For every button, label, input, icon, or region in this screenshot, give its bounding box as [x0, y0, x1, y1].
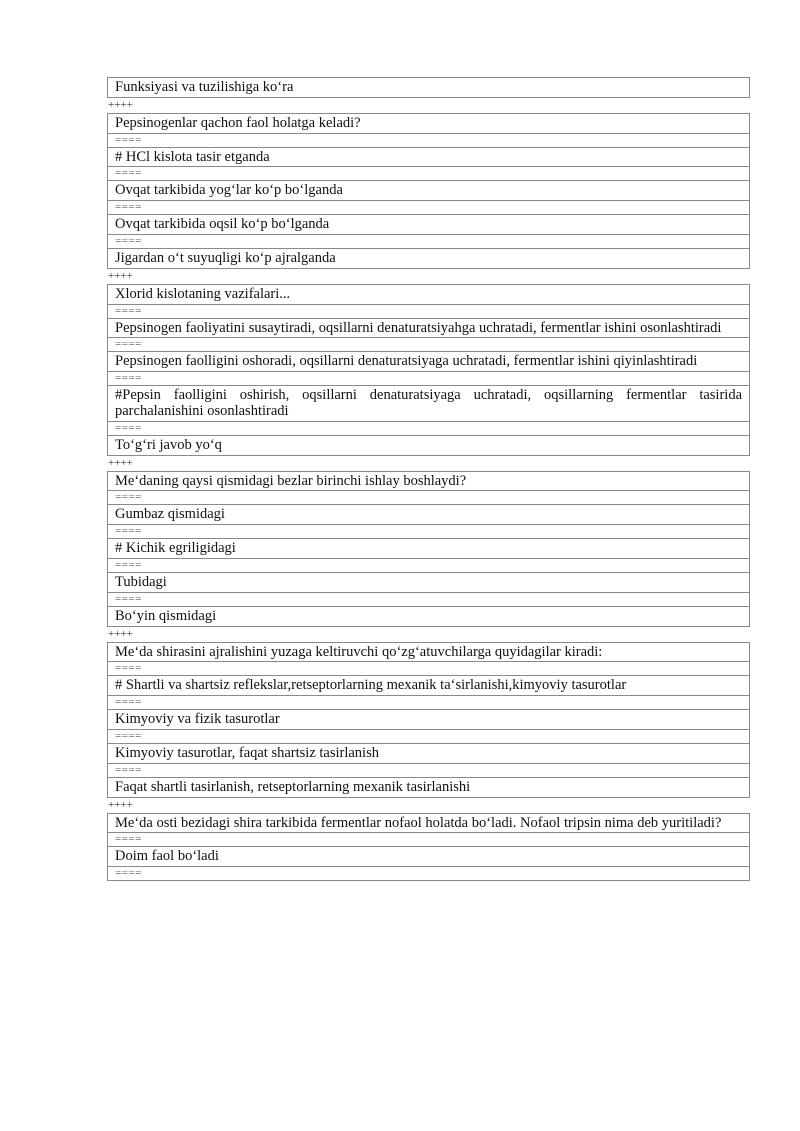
- answer-separator: ====: [108, 729, 749, 743]
- question-text: Meʻdaning qaysi qismidagi bezlar birinchi ishlay boshlaydi?: [115, 472, 467, 489]
- answer-separator: ====: [108, 490, 749, 504]
- question-block: [107, 642, 750, 798]
- answer-option: # HCl kislota tasir etganda: [108, 147, 749, 167]
- answer-separator: ====: [108, 661, 749, 675]
- answer-option: Pepsinogen faolligini oshoradi, oqsillarni denaturatsiyaga uchratadi, fermentlar ishini qiyinlashtiradi: [108, 351, 749, 371]
- answer-option: Doim faol boʻladi: [108, 846, 749, 866]
- answer-option: Gumbaz qismidagi: [108, 504, 749, 524]
- answer-option: Boʻyin qismidagi: [108, 606, 749, 626]
- answer-option: #Pepsin faolligini oshirish, oqsillarni denaturatsiyaga uchratadi, oqsillarning fermentlar tasirida parchalanishini osonlashtiradi: [108, 385, 749, 421]
- answer-separator: ====: [108, 304, 749, 318]
- answer-option: Kimyoviy va fizik tasurotlar: [108, 709, 749, 729]
- answer-separator: ====: [108, 524, 749, 538]
- answer-separator: ====: [108, 234, 749, 248]
- answer-option: Jigardan oʻt suyuqligi koʻp ajralganda: [108, 248, 749, 268]
- answer-separator: ====: [108, 166, 749, 180]
- question-text: Xlorid kislotaning vazifalari...: [115, 285, 291, 302]
- question-separator: ++++: [108, 798, 133, 811]
- answer-option: Kimyoviy tasurotlar, faqat shartsiz tasirlanish: [108, 743, 749, 763]
- question-separator: ++++: [108, 98, 133, 111]
- answer-option: Ovqat tarkibida yogʻlar koʻp boʻlganda: [108, 180, 749, 200]
- question-text: Meʻda shirasini ajralishini yuzaga keltiruvchi qoʻzgʻatuvchilarga quyidagilar kiradi:: [115, 643, 603, 660]
- answer-option: Pepsinogen faoliyatini susaytiradi, oqsillarni denaturatsiyahga uchratadi, fermentlar ishini osonlashtiradi: [108, 318, 749, 338]
- question-separator: ++++: [108, 456, 133, 469]
- answer-separator: ====: [108, 337, 749, 351]
- answer-option: Ovqat tarkibida oqsil koʻp boʻlganda: [108, 214, 749, 234]
- question-block: [107, 471, 750, 627]
- question-block: [107, 284, 750, 456]
- question-block: [107, 813, 750, 882]
- answer-separator: ====: [108, 133, 749, 147]
- question-text: Pepsinogenlar qachon faol holatga keladi?: [115, 114, 361, 131]
- answer-separator: ====: [108, 421, 749, 435]
- answer-option: Tubidagi: [108, 572, 749, 592]
- answer-separator: ====: [108, 832, 749, 846]
- answer-separator: ====: [108, 763, 749, 777]
- question-block: [107, 113, 750, 269]
- question-text: Funksiyasi va tuzilishiga koʻra: [115, 79, 294, 95]
- answer-separator: ====: [108, 200, 749, 214]
- answer-separator: ====: [108, 866, 749, 880]
- answer-option: # Shartli va shartsiz reflekslar,retseptorlarning mexanik taʻsirlanishi,kimyoviy tasurotlar: [108, 675, 749, 695]
- question-text: Meʻda osti bezidagi shira tarkibida fermentlar nofaol holatda boʻladi. Nofaol tripsin nima deb yuritiladi?: [115, 814, 722, 831]
- document-body: [107, 77, 750, 881]
- answer-option: # Kichik egriligidagi: [108, 538, 749, 558]
- answer-option: Faqat shartli tasirlanish, retseptorlarning mexanik tasirlanishi: [108, 777, 749, 797]
- question-block: [107, 77, 750, 98]
- question-separator: ++++: [108, 627, 133, 640]
- answer-separator: ====: [108, 592, 749, 606]
- answer-separator: ====: [108, 695, 749, 709]
- answer-separator: ====: [108, 558, 749, 572]
- answer-separator: ====: [108, 371, 749, 385]
- question-separator: ++++: [108, 269, 133, 282]
- answer-option: Toʻgʻri javob yoʻq: [108, 435, 749, 455]
